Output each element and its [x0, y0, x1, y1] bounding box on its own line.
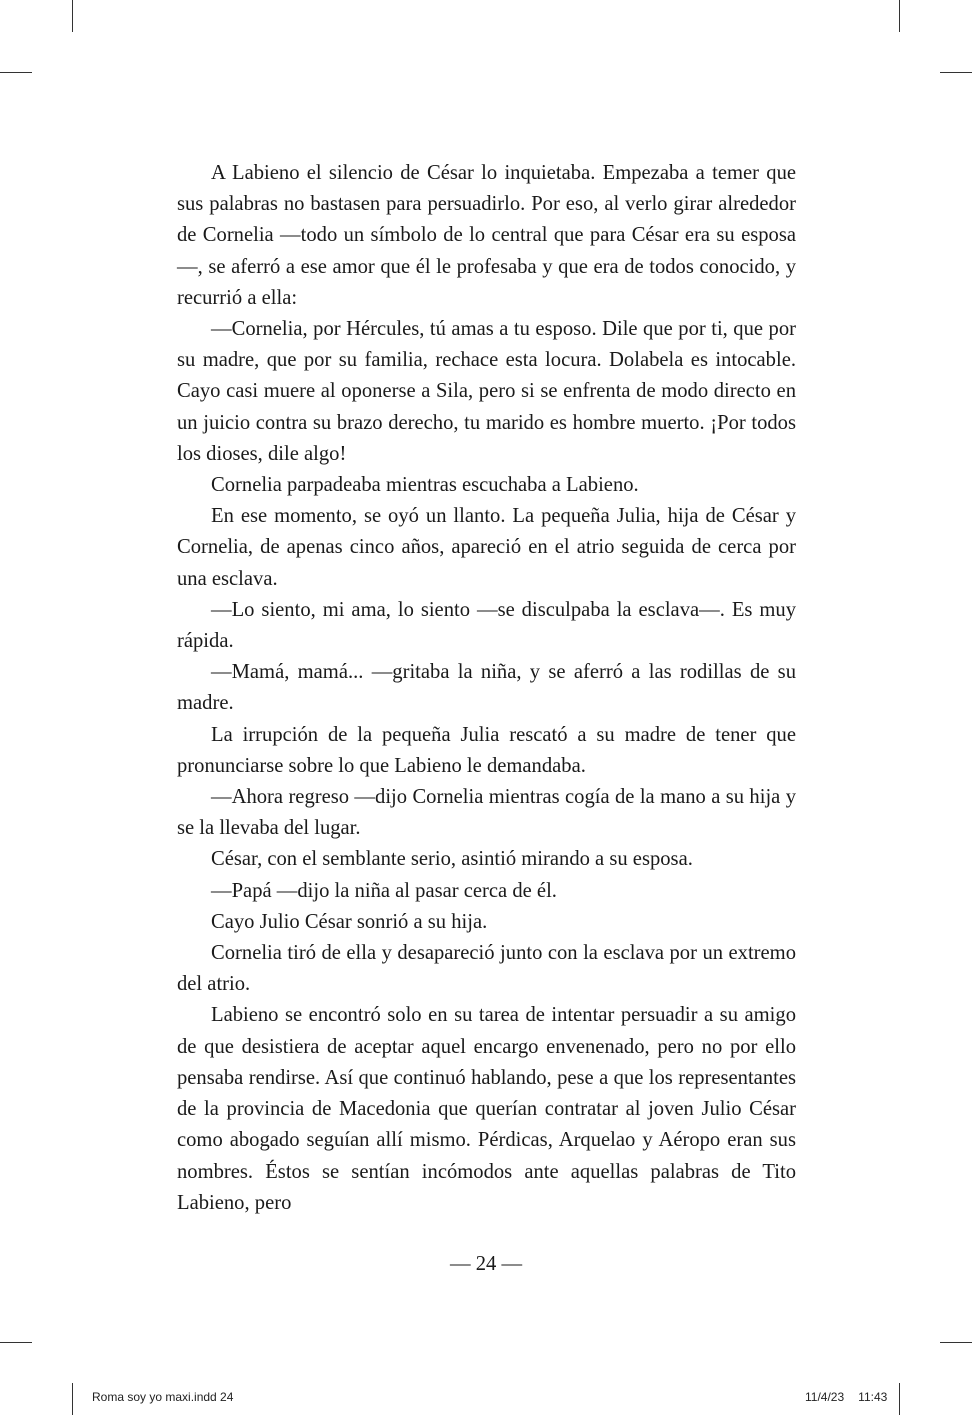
slug-timestamp: [805, 1389, 887, 1405]
slug-date: 11/4/23: [805, 1390, 845, 1404]
paragraph: César, con el semblante serio, asintió mirando a su esposa.: [211, 848, 693, 871]
crop-mark-bottom-right-horizontal: [940, 1342, 972, 1343]
paragraph: La irrupción de la pequeña Julia rescató a su madre de tener que pronunciarse sobre lo que Labieno le demandaba.: [177, 723, 796, 777]
paragraph: —Mamá, mamá... —gritaba la niña, y se aferró a las rodillas de su madre.: [177, 661, 796, 715]
paragraph: Labieno se encontró solo en su tarea de intentar persuadir a su amigo de que desistiera de aceptar aquel encargo envenenado, pero no por ello pensaba rendirse. Así que continuó hablando, pese a que los representantes de la provincia de Macedonia que querían contratar al joven Julio César como abogado seguían allí mismo. Pérdicas, Arquelao y Aéropo eran sus nombres. Éstos se sentían incómodos ante aquellas palabras de Tito Labieno, pero: [177, 1004, 796, 1214]
paragraph: En ese momento, se oyó un llanto. La pequeña Julia, hija de César y Cornelia, de apenas cinco años, apareció en el atrio seguida de cerca por una esclava.: [177, 505, 796, 590]
crop-mark-top-left-horizontal: [0, 72, 32, 73]
slug-time: 11:43: [858, 1390, 888, 1404]
crop-mark-top-left-vertical: [72, 0, 73, 32]
paragraph: —Papá —dijo la niña al pasar cerca de él.: [211, 879, 557, 902]
crop-mark-top-right-horizontal: [940, 72, 972, 73]
body-text: [177, 158, 796, 1219]
slug-file-name: Roma soy yo maxi.indd 24: [92, 1390, 234, 1404]
page-number: — 24 —: [449, 1253, 523, 1275]
paragraph: —Cornelia, por Hércules, tú amas a tu esposo. Dile que por ti, que por su madre, que por su familia, rechace esta locura. Dolabela es intocable. Cayo casi muere al oponerse a Sila, pero si se enfrenta de modo directo en un juicio contra su brazo derecho, tu marido es hombre muerto. ¡Por todos los dioses, dile algo!: [177, 318, 796, 465]
paragraph: Cayo Julio César sonrió a su hija.: [211, 910, 488, 933]
paragraph: Cornelia tiró de ella y desapareció junto con la esclava por un extremo del atrio.: [177, 942, 796, 996]
paragraph: —Ahora regreso —dijo Cornelia mientras cogía de la mano a su hija y se la llevaba del lugar.: [177, 786, 796, 840]
crop-mark-top-right-vertical: [899, 0, 900, 32]
crop-mark-bottom-left-vertical: [72, 1383, 73, 1415]
paragraph: Cornelia parpadeaba mientras escuchaba a Labieno.: [211, 474, 639, 497]
crop-mark-bottom-right-vertical: [899, 1383, 900, 1415]
paragraph: —Lo siento, mi ama, lo siento —se disculpaba la esclava—. Es muy rápida.: [177, 598, 796, 653]
paragraph: A Labieno el silencio de César lo inquietaba. Empezaba a temer que sus palabras no bastasen para persuadirlo. Por eso, al verlo girar alrededor de Cornelia —todo un símbolo de lo central que para César era su esposa—, se aferró a ese amor que él le profesaba y que era de todos conocido, y recurrió a ella:: [177, 162, 796, 309]
crop-mark-bottom-left-horizontal: [0, 1342, 32, 1343]
